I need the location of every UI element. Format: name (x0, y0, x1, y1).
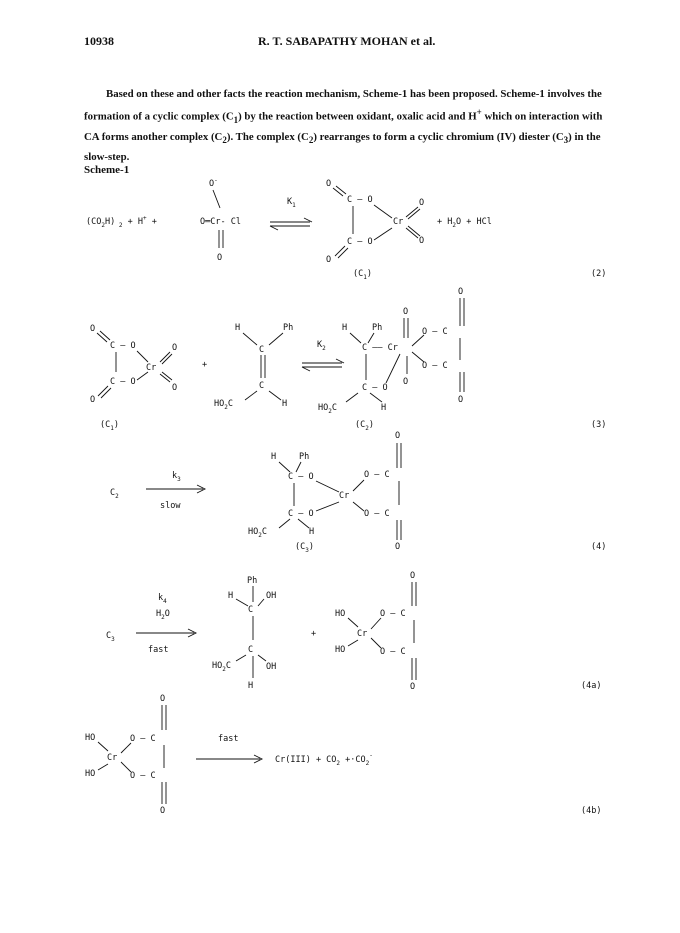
svg-text:HO2C: $HO_2C$ (248, 527, 267, 539)
svg-text:O: O (172, 343, 178, 353)
svg-text:C — O: C — O (288, 509, 314, 519)
eq-number-4: (4) (591, 542, 607, 552)
svg-text:HO2C: $HO_2C$ (318, 403, 337, 415)
svg-text:O: O (458, 395, 464, 405)
eq-number-4a: (4a) (581, 681, 602, 691)
svg-text:O: O (395, 431, 401, 441)
svg-text:Cr: Cr (107, 753, 118, 763)
svg-text:O: O (410, 571, 416, 581)
svg-text:C — O: C — O (110, 377, 136, 387)
svg-text:k4: $k_4$ (158, 593, 167, 605)
sub-2b: 2 (308, 134, 314, 145)
equation-4 (110, 431, 606, 554)
sentence-1: Based on these and other facts the reaction mechanism, Scheme-1 has been proposed. (106, 88, 498, 100)
svg-text:C — O: C — O (347, 195, 373, 205)
svg-text:O: O (419, 236, 425, 246)
sentence-2b: ) by the reaction between oxidant, oxalic acid and H (238, 110, 477, 123)
svg-text:H: H (235, 323, 241, 333)
slow-label: slow (160, 501, 181, 511)
sub-3: 3 (563, 134, 569, 145)
svg-text:HO: HO (85, 733, 96, 743)
svg-text:+: + (311, 629, 317, 639)
label-c1-eq2: $(C_1)$ (353, 269, 372, 281)
svg-text:H: H (271, 452, 277, 462)
svg-text:K2: $K_2$ (317, 340, 326, 352)
equation-4a (106, 571, 601, 692)
svg-text:O — C: O — C (422, 327, 448, 337)
eq2-lhs: $(CO_2H) _2 + H^+$ + (86, 215, 157, 229)
svg-text:+: + (202, 360, 208, 370)
running-title: R. T. SABAPATHY MOHAN et al. (258, 34, 436, 48)
svg-text:Cr: Cr (339, 491, 350, 501)
svg-text:K1: $K_1$ (287, 197, 296, 209)
scheme-label: Scheme-1 (84, 164, 130, 176)
svg-text:O — C: O — C (130, 771, 156, 781)
svg-text:C: C (259, 345, 265, 355)
svg-text:H2O: $H_2O$ (156, 609, 170, 621)
svg-text:HO: HO (335, 609, 346, 619)
svg-text:HO2C: $HO_2C$ (212, 661, 231, 673)
svg-text:O: O (217, 253, 223, 263)
equation-2 (86, 177, 606, 281)
svg-text:O — C: O — C (380, 609, 406, 619)
svg-text:O: O (458, 287, 464, 297)
svg-text:H: H (309, 527, 315, 537)
sentence-3b: ) rearranges to form a cyclic chromium (IV) diester (C (313, 130, 564, 143)
svg-text:C — O: C — O (347, 237, 373, 247)
svg-text:O: O (419, 198, 425, 208)
svg-text:Ph: Ph (299, 452, 310, 462)
sentence-2c: which on interaction with CA forms another complex (C (84, 110, 603, 143)
svg-text:C: C (259, 381, 265, 391)
label-c2: $(C_2)$ (355, 420, 374, 432)
svg-text:C3: $C_3$ (106, 631, 115, 643)
svg-text:H: H (342, 323, 348, 333)
svg-text:k3: $k_3$ (172, 471, 181, 483)
svg-text:O: O (326, 179, 332, 189)
svg-text:HO2C: $HO_2C$ (214, 399, 233, 411)
svg-text:O — C: O — C (422, 361, 448, 371)
svg-text:Ph: Ph (372, 323, 383, 333)
svg-text:O-: O- (209, 177, 218, 189)
svg-text:Cr: Cr (357, 629, 368, 639)
fast-label-4a: fast (148, 645, 169, 655)
sentence-2a: Scheme-1 involves the formation of a cyclic complex (C (84, 88, 602, 123)
svg-text:C — O: C — O (288, 472, 314, 482)
sentence-3c: ) in the slow-step. (84, 130, 601, 164)
eq-number-4b: (4b) (581, 806, 602, 816)
svg-text:O: O (90, 324, 96, 334)
svg-text:H: H (248, 681, 254, 691)
page-number: 10938 (84, 34, 114, 48)
svg-text:O: O (160, 694, 166, 704)
equation-4b (85, 694, 601, 816)
svg-text:Cr: Cr (146, 363, 157, 373)
sub-2: 2 (222, 134, 227, 145)
svg-text:HO: HO (335, 645, 346, 655)
svg-text:O: O (403, 307, 409, 317)
svg-text:C: C (248, 605, 254, 615)
sub-1: 1 (233, 114, 239, 125)
svg-text:O: O (395, 542, 401, 552)
svg-text:O: O (172, 383, 178, 393)
eq-number-2: (2) (591, 269, 607, 279)
svg-text:C2: $C_2$ (110, 488, 119, 500)
svg-text:O — C: O — C (380, 647, 406, 657)
svg-text:O: O (160, 806, 166, 816)
svg-text:H: H (228, 591, 234, 601)
svg-text:C —— Cr: C —— Cr (362, 343, 398, 353)
svg-text:C — O: C — O (110, 341, 136, 351)
svg-text:O: O (403, 377, 409, 387)
svg-text:HO: HO (85, 769, 96, 779)
svg-text:Ph: Ph (283, 323, 294, 333)
svg-text:O — C: O — C (130, 734, 156, 744)
svg-text:O: O (410, 682, 416, 692)
sup-plus: + (476, 106, 482, 117)
svg-text:C: C (248, 645, 254, 655)
svg-text:O═Cr- Cl: O═Cr- Cl (200, 217, 241, 227)
svg-text:H: H (381, 403, 387, 413)
fast-label-4b: fast (218, 734, 239, 744)
svg-text:Cr: Cr (393, 217, 404, 227)
sentence-3a: ). The complex (C (226, 130, 309, 143)
svg-text:O — C: O — C (364, 470, 390, 480)
svg-text:O — C: O — C (364, 509, 390, 519)
svg-text:O: O (90, 395, 96, 405)
eq4b-products: $Cr(III) + CO_2 +\cdot CO_2^-$ (275, 752, 373, 767)
svg-text:C — O: C — O (362, 383, 388, 393)
label-c1-eq3: $(C_1)$ (100, 420, 119, 432)
label-c3: $(C_3)$ (295, 542, 314, 554)
equation-3 (90, 287, 606, 432)
svg-text:OH: OH (266, 591, 277, 601)
svg-text:Ph: Ph (247, 576, 258, 586)
svg-text:OH: OH (266, 662, 277, 672)
eq-number-3: (3) (591, 420, 607, 430)
svg-text:H: H (282, 399, 288, 409)
svg-text:+ H2O + HCl: + $H_2O$ + HCl (437, 217, 492, 229)
svg-text:O: O (326, 255, 332, 265)
